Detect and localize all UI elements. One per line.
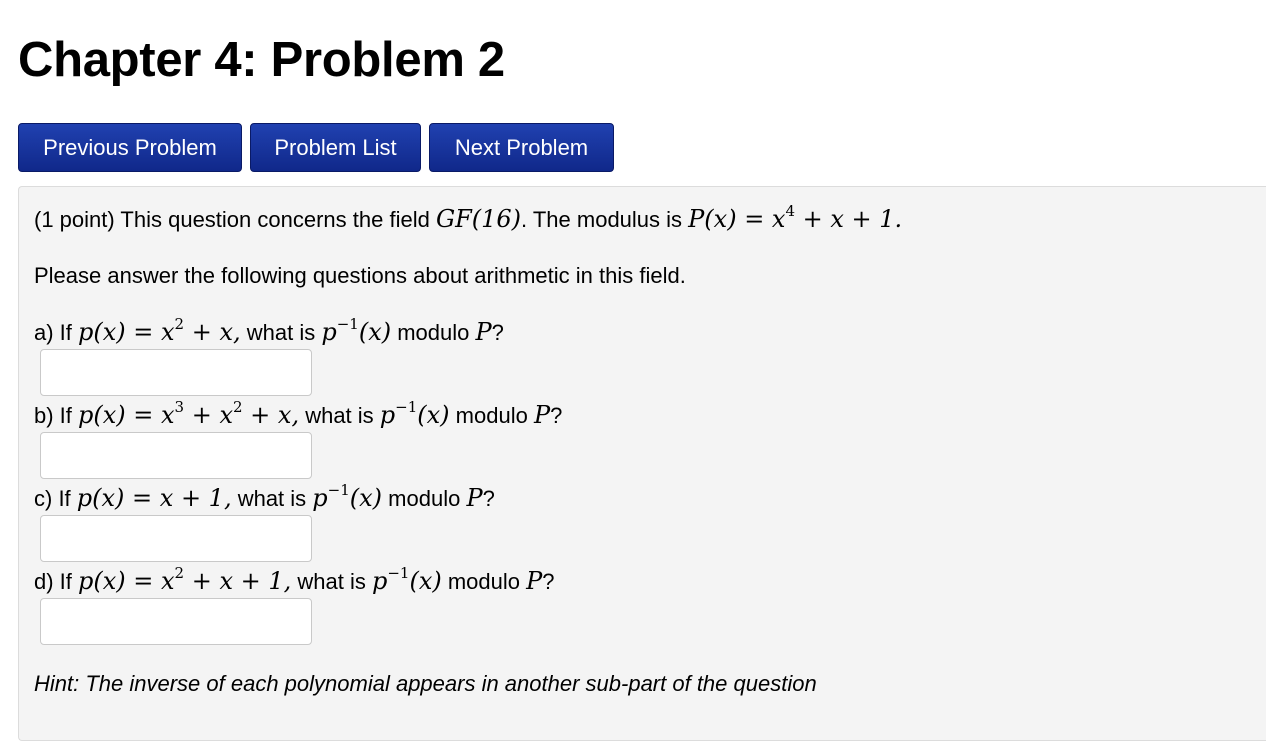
intro-text: (1 point) This question concerns the field [34,207,436,232]
part-d-suffix: modulo [441,569,527,594]
problem-list-button[interactable]: Problem List [250,123,421,172]
part-d-ask: what is [291,569,372,594]
previous-problem-button[interactable]: Previous Problem [18,123,242,172]
part-b-end: ? [550,403,563,428]
part-c-ask: what is [231,486,313,511]
part-a-suffix: modulo [391,320,476,345]
part-b-poly-rest: + x [184,401,233,429]
part-c-poly-math: p(x) = x + 1, [76,484,232,512]
part-a-poly-exponent: 2 [174,315,185,333]
part-a-question [34,317,504,350]
part-a-modulus-symbol: P [475,318,492,346]
intro-middle-text: . The modulus is [521,207,689,232]
part-d-inverse-arg: (x) [409,567,442,595]
part-b-prefix: b) If [34,403,79,428]
next-problem-button[interactable]: Next Problem [429,123,614,172]
part-c-end: ? [482,486,495,511]
part-a-end: ? [491,320,504,345]
part-b-poly-exponent: 3 [174,398,185,416]
part-c-suffix: modulo [382,486,467,511]
problem-navigation [18,123,614,172]
page-title: Chapter 4: Problem 2 [18,33,505,87]
part-d-modulus-symbol: P [526,567,543,595]
problem-body [18,186,1266,741]
part-a-answer-input[interactable] [40,349,312,396]
part-b-suffix: modulo [449,403,534,428]
part-b-inverse-exponent: −1 [395,398,418,416]
part-c-inverse-base: p [312,484,328,512]
part-c-prefix: c) If [34,486,77,511]
part-d-answer-input[interactable] [40,598,312,645]
field-name-math: GF(16) [435,205,522,233]
part-c-answer-input[interactable] [40,515,312,562]
part-b-inverse-arg: (x) [417,401,450,429]
part-c-modulus-symbol: P [466,484,483,512]
problem-instruction: Please answer the following questions about arithmetic in this field. [34,263,686,288]
part-b-poly-exponent-2: 2 [233,398,243,416]
part-d-prefix: d) If [34,569,79,594]
part-c-inverse-arg: (x) [349,484,383,512]
part-c-inverse-exponent: −1 [327,481,350,499]
part-b-poly-rest-2: + x, [242,401,300,429]
part-a-inverse-base: p [321,318,337,346]
part-b-answer-input[interactable] [40,432,312,479]
part-d-question [34,566,555,599]
part-b-ask: what is [299,403,380,428]
part-a-inverse-exponent: −1 [336,315,359,333]
part-a-poly-rest: + x, [184,318,241,346]
part-d-poly-rest: + x + 1, [184,567,292,595]
problem-intro [34,204,902,237]
part-b-poly-math: p(x) = x [78,401,175,429]
part-d-inverse-exponent: −1 [387,564,410,582]
modulus-lhs-math: P(x) = x [688,205,786,233]
part-a-inverse-arg: (x) [358,318,392,346]
part-d-poly-exponent: 2 [174,564,185,582]
part-c-question [34,483,495,516]
part-d-inverse-base: p [371,567,388,595]
part-a-poly-math: p(x) = x [78,318,175,346]
part-a-ask: what is [240,320,322,345]
modulus-rest-math: + x + 1. [795,205,903,233]
part-b-inverse-base: p [379,401,396,429]
part-d-poly-math: p(x) = x [78,567,175,595]
modulus-exponent: 4 [785,202,796,220]
part-b-modulus-symbol: P [533,401,551,429]
part-a-prefix: a) If [34,320,79,345]
part-d-end: ? [542,569,555,594]
part-b-question [34,400,562,433]
hint-text: Hint: The inverse of each polynomial appears in another sub-part of the question [34,671,817,696]
